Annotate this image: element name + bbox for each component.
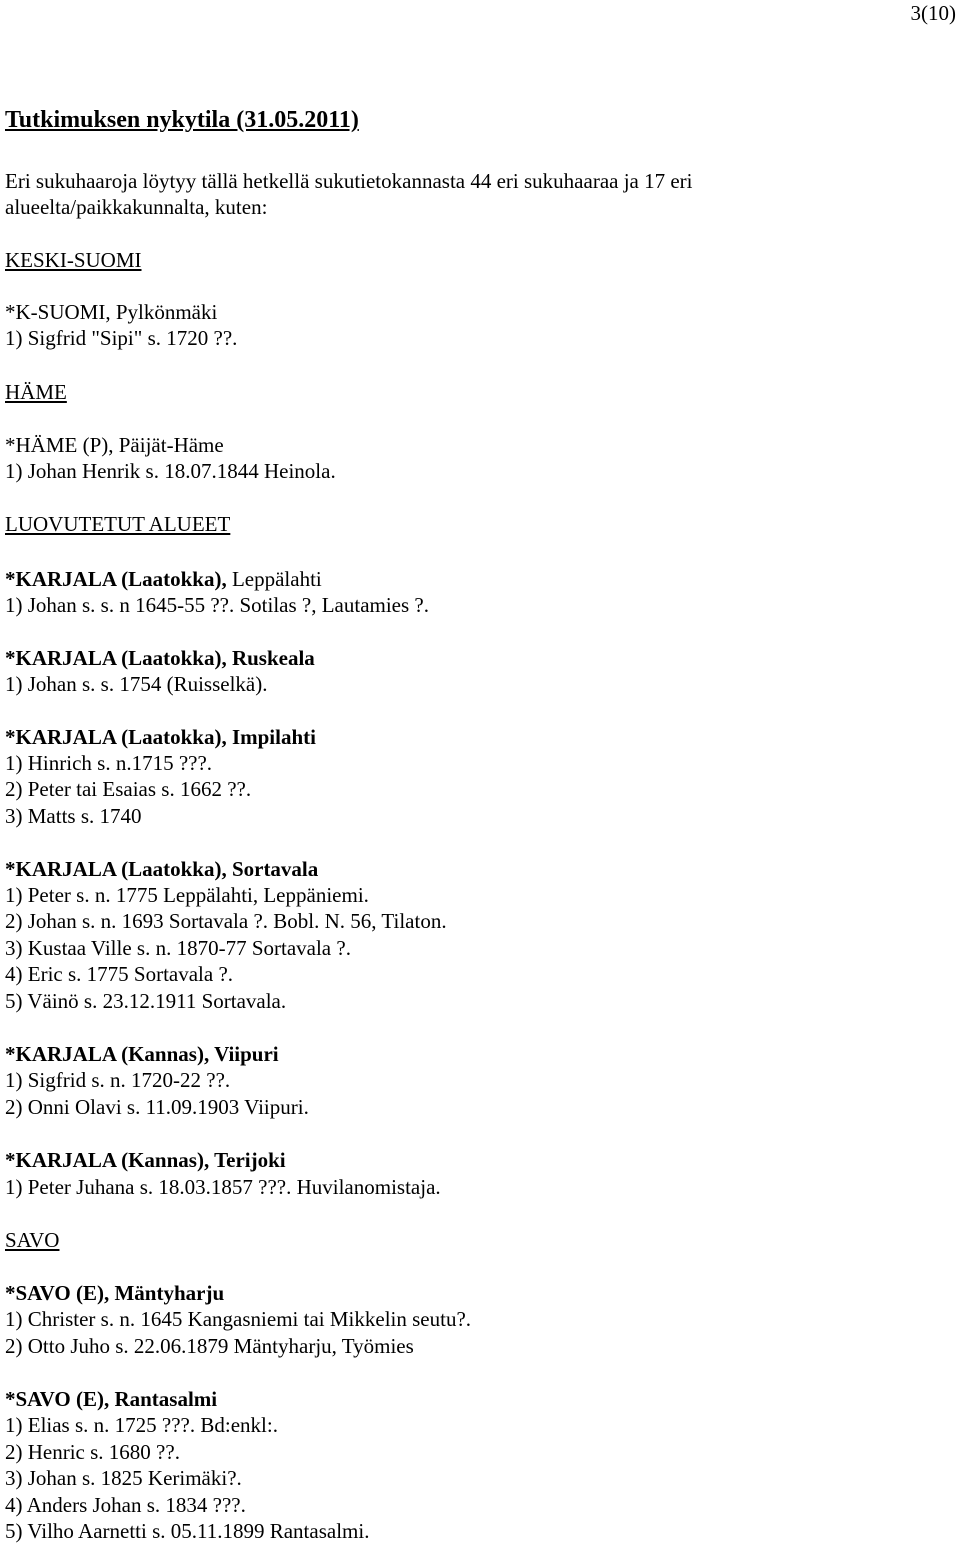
list-item: 3) Matts s. 1740 <box>5 804 142 828</box>
region-title-bold-part: *KARJALA (Laatokka), <box>5 567 227 591</box>
list-item: 1) Sigfrid s. n. 1720-22 ??. <box>5 1068 231 1092</box>
section-heading-hame: HÄME <box>5 380 67 404</box>
list-item: 5) Väinö s. 23.12.1911 Sortavala. <box>5 989 287 1013</box>
list-item: 2) Onni Olavi s. 11.09.1903 Viipuri. <box>5 1095 309 1119</box>
section-heading-luovutetut-alueet: LUOVUTETUT ALUEET <box>5 512 231 536</box>
list-item: 5) Vilho Aarnetti s. 05.11.1899 Rantasalmi. <box>5 1519 370 1543</box>
section-heading-savo: SAVO <box>5 1228 60 1252</box>
region-title-impilahti: *KARJALA (Laatokka), Impilahti <box>5 725 316 749</box>
document-title: Tutkimuksen nykytila (31.05.2011) <box>5 107 359 133</box>
section-heading-keski-suomi: KESKI-SUOMI <box>5 248 142 272</box>
list-item: 2) Henric s. 1680 ??. <box>5 1440 180 1464</box>
intro-line-1: Eri sukuhaaroja löytyy tällä hetkellä sukutietokannasta 44 eri sukuhaaraa ja 17 eri <box>5 169 693 193</box>
intro-line-2: alueelta/paikkakunnalta, kuten: <box>5 195 268 219</box>
list-item: 1) Hinrich s. n.1715 ???. <box>5 751 213 775</box>
list-item: 1) Peter Juhana s. 18.03.1857 ???. Huvilanomistaja. <box>5 1175 441 1199</box>
list-item: 1) Elias s. n. 1725 ???. Bd:enkl:. <box>5 1413 278 1437</box>
region-title-viipuri: *KARJALA (Kannas), Viipuri <box>5 1042 279 1066</box>
page-number: 3(10) <box>910 1 956 25</box>
region-title-plain-part: Leppälahti <box>226 567 322 591</box>
list-item: 3) Kustaa Ville s. n. 1870-77 Sortavala ?. <box>5 936 351 960</box>
list-item: 2) Peter tai Esaias s. 1662 ??. <box>5 777 252 801</box>
region-title-pylkonmaki: *K-SUOMI, Pylkönmäki <box>5 300 218 324</box>
list-item: 4) Eric s. 1775 Sortavala ?. <box>5 962 234 986</box>
region-title-rantasalmi: *SAVO (E), Rantasalmi <box>5 1387 218 1411</box>
list-item: 1) Christer s. n. 1645 Kangasniemi tai Mikkelin seutu?. <box>5 1307 472 1331</box>
list-item: 4) Anders Johan s. 1834 ???. <box>5 1493 246 1517</box>
list-item: 1) Johan s. s. n 1645-55 ??. Sotilas ?, Lautamies ?. <box>5 593 429 617</box>
list-item: 1) Peter s. n. 1775 Leppälahti, Leppäniemi. <box>5 883 369 907</box>
region-title-mantyharju: *SAVO (E), Mäntyharju <box>5 1281 225 1305</box>
region-title-leppalahti <box>5 566 322 592</box>
region-title-paijat-hame: *HÄME (P), Päijät-Häme <box>5 433 224 457</box>
region-title-ruskeala: *KARJALA (Laatokka), Ruskeala <box>5 646 315 670</box>
list-item: 2) Otto Juho s. 22.06.1879 Mäntyharju, Työmies <box>5 1334 414 1358</box>
list-item: 3) Johan s. 1825 Kerimäki?. <box>5 1466 242 1490</box>
list-item: 1) Sigfrid "Sipi" s. 1720 ??. <box>5 326 238 350</box>
list-item: 1) Johan Henrik s. 18.07.1844 Heinola. <box>5 459 336 483</box>
list-item: 2) Johan s. n. 1693 Sortavala ?. Bobl. N. 56, Tilaton. <box>5 909 447 933</box>
region-title-sortavala: *KARJALA (Laatokka), Sortavala <box>5 857 319 881</box>
list-item: 1) Johan s. s. 1754 (Ruisselkä). <box>5 672 268 696</box>
region-title-terijoki: *KARJALA (Kannas), Terijoki <box>5 1148 286 1172</box>
